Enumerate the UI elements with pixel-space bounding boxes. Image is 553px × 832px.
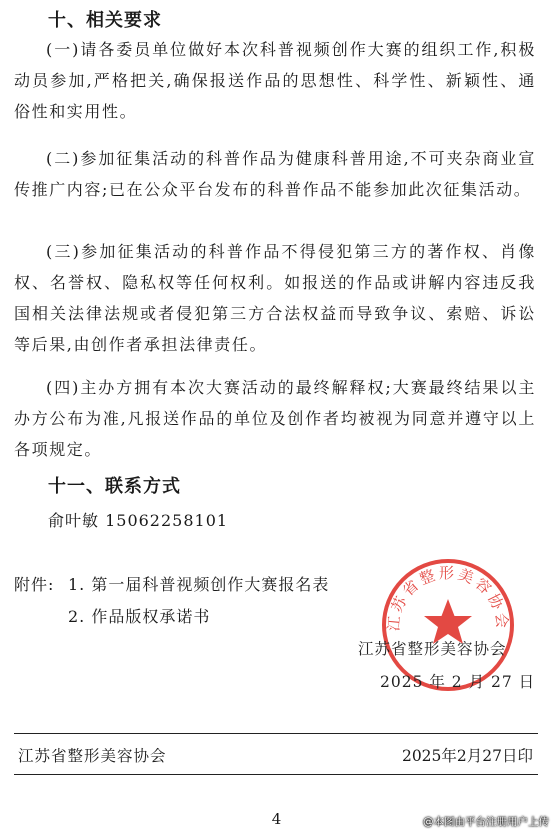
contact-info: 俞叶敏 15062258101 [48,511,229,530]
section-11-heading: 十一、联系方式 [48,476,181,497]
footer-print-date: 2025年2月27日印 [401,747,533,765]
attachments-label: 附件: [14,575,55,594]
requirement-item-3: (三)参加征集活动的科普作品不得侵犯第三方的著作权、肖像权、名誉权、隐私权等任何权利。如报送的作品或讲解内容违反我国相关法律法规或者侵犯第三方合法权益而导致争议、索赔、诉讼等后果,由创作者承担法律责任。 [14,242,536,354]
signature-date: 2025 年 2 月 27 日 [380,673,536,691]
attachment-item-2: 2. 作品版权承诺书 [68,607,211,626]
footer-top-rule [14,733,538,734]
footer-bottom-rule [14,774,538,775]
upload-watermark: @本图由平台注册用户上传 [423,816,549,828]
requirement-item-1: (一)请各委员单位做好本次科普视频创作大赛的组织工作,积极动员参加,严格把关,确保报送作品的思想性、科学性、新颖性、通俗性和实用性。 [14,40,536,121]
svg-text:江苏省整形美容协会: 江苏省整形美容协会 [384,564,512,632]
page-number: 4 [271,810,282,828]
footer-organization: 江苏省整形美容协会 [18,747,167,765]
requirement-item-2: (二)参加征集活动的科普作品为健康科普用途,不可夹杂商业宣传推广内容;已在公众平台发布的科普作品不能参加此次征集活动。 [14,149,536,199]
section-10-heading: 十、相关要求 [48,10,162,31]
requirement-item-4: (四)主办方拥有本次大赛活动的最终解释权;大赛最终结果以主办方公布为准,凡报送作品的单位及创作者均被视为同意并遵守以上各项规定。 [14,378,536,459]
attachment-item-1: 1. 第一届科普视频创作大赛报名表 [68,575,330,594]
signature-organization: 江苏省整形美容协会 [358,640,507,658]
